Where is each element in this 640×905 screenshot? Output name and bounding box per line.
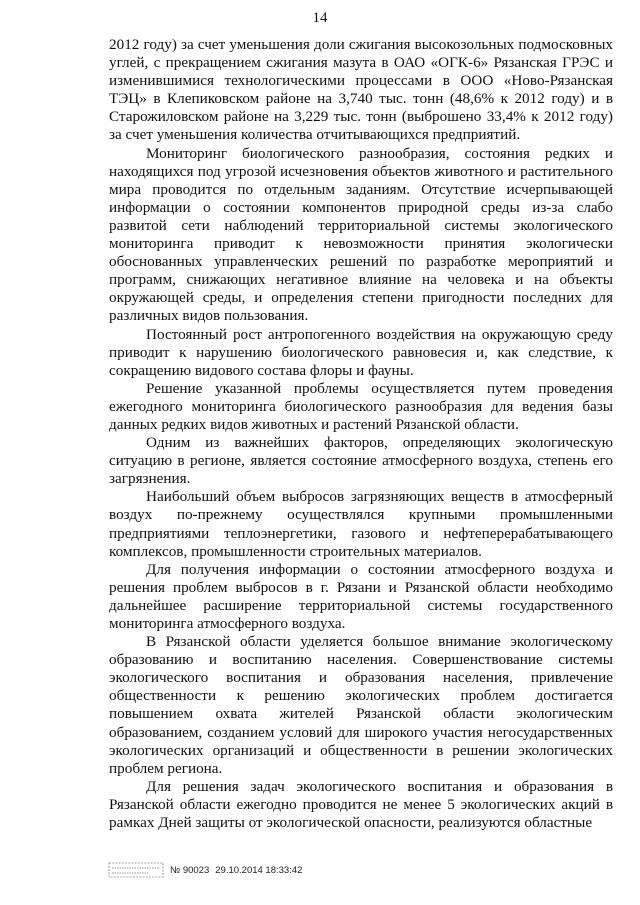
document-datetime: 29.10.2014 18:33:42 bbox=[215, 864, 303, 876]
page-number: 14 bbox=[312, 10, 328, 26]
paragraph-problem-solution: Решение указанной проблемы осуществляется путем проведения ежегодного мониторинга биологического разнообразия для ведения базы данных редких видов животных и растений Рязанской области. bbox=[109, 379, 613, 433]
paragraph-continuation: 2012 году) за счет уменьшения доли сжигания высокозольных подмосковных углей, с прекращением сжигания мазута в ОАО «ОГК-6» Рязанская ГРЭС и изменившимися технологическими процессами в ООО «Ново-Рязанская ТЭЦ» в Клепиковском районе на 3,740 тыс. тонн (48,6% к 2012 году) и в Старожиловском районе на 3,229 тыс. тонн (выброшено 33,4% к 2012 году) за счет уменьшения количества отчитывающихся предприятий. bbox=[109, 36, 613, 144]
registration-stamp-icon bbox=[108, 861, 164, 879]
paragraph-anthropogenic-impact: Постоянный рост антропогенного воздействия на окружающую среду приводит к нарушению биологического равновесия и, как следствие, к сокращению видового состава флоры и фауны. bbox=[109, 325, 613, 379]
document-footer bbox=[108, 860, 302, 880]
paragraph-eco-education: В Рязанской области уделяется большое внимание экологическому образованию и воспитанию населения. Совершенствование системы экологического воспитания и образования населения, привлечение общественности к решению экологических проблем достигается повышением охвата жителей Рязанской области экологическим образованием, созданием условий для широкого участия негосударственных экологических организаций и общественности в решении экологических проблем региона. bbox=[109, 633, 613, 777]
paragraph-eco-actions: Для решения задач экологического воспитания и образования в Рязанской области ежегодно проводится не менее 5 экологических акций в рамках Дней защиты от экологической опасности, реализуются областные bbox=[109, 777, 613, 832]
document-body bbox=[109, 36, 613, 832]
document-number: № 90023 bbox=[170, 864, 210, 876]
paragraph-emissions: Наибольший объем выбросов загрязняющих веществ в атмосферный воздух по-прежнему осуществлялся крупными промышленными предприятиями теплоэнергетики, газового и нефтеперерабатывающего комплексов, промышленности строительных материалов. bbox=[109, 488, 613, 560]
paragraph-air-monitoring: Для получения информации о состоянии атмосферного воздуха и решения проблем выбросов в г. Рязани и Рязанской области необходимо дальнейшее расширение территориальной системы государственного мониторинга атмосферного воздуха. bbox=[109, 560, 613, 632]
paragraph-air-quality: Одним из важнейших факторов, определяющих экологическую ситуацию в регионе, является состояние атмосферного воздуха, степень его загрязнения. bbox=[109, 434, 613, 488]
paragraph-biodiversity-monitoring: Мониторинг биологического разнообразия, состояния редких и находящихся под угрозой исчезновения объектов животного и растительного мира проводится по отдельным заданиям. Отсутствие исчерпывающей информации о состоянии компонентов природной среды из-за слабо развитой сети наблюдений территориальной системы экологического мониторинга приводит к невозможности принятия экологически обоснованных управленческих решений по разработке мероприятий и программ, снижающих негативное влияние на человека и на объекты окружающей среды, и определения степени пригодности последних для различных видов пользования. bbox=[109, 144, 613, 325]
